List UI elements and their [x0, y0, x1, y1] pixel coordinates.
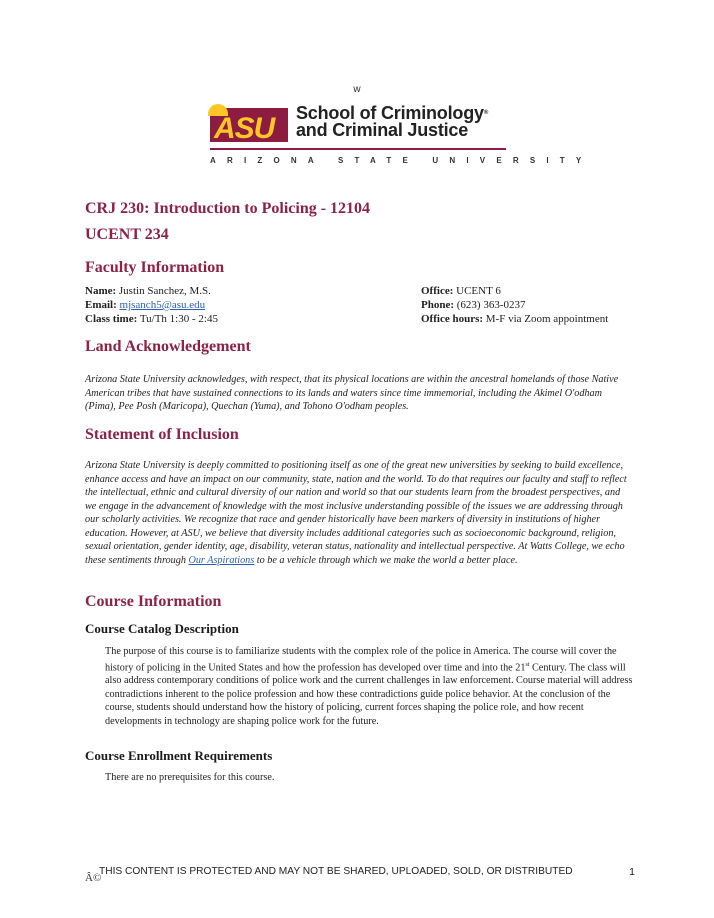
- office-hours-value: M-F via Zoom appointment: [485, 313, 609, 325]
- top-mark: w: [353, 84, 361, 95]
- email-link[interactable]: mjsanch5@asu.edu: [119, 299, 206, 311]
- university-name: ARIZONA STATE UNIVERSITY: [210, 156, 593, 165]
- course-info-heading: Course Information: [85, 593, 222, 610]
- inclusion-heading: Statement of Inclusion: [85, 426, 239, 443]
- school-name: School of Criminology® and Criminal Justice: [296, 103, 489, 140]
- name-label: Name:: [85, 285, 117, 297]
- office-value: UCENT 6: [456, 285, 501, 297]
- enrollment-text: There are no prerequisites for this course.: [105, 772, 275, 783]
- course-title: CRJ 230: Introduction to Policing - 12104: [85, 200, 371, 217]
- class-time-label: Class time:: [85, 313, 138, 325]
- land-heading: Land Acknowledgement: [85, 338, 251, 355]
- inclusion-text: Arizona State University is deeply committed to positioning itself as one of the great new universities by seeking to build excellence, enhance access and have an impact on our community, state, nation and the world. To do that requires our faculty and staff to reflect the intellectual, ethnic and cultural diversity of our nation and world so that our students learn from the broadest perspectives, and we engage in the advancement of knowledge with the most inclusive understanding possible of the issues we are addressing through our scholarly activities. We recognize that race and gender historically have been markers of diversity in institutions of higher education. However, at ASU, we believe that diversity includes additional categories such as socioeconomic background, religion, sexual orientation, gender identity, age, disability, veteran status, nationality and intellectual perspective. At Watts College, we echo these sentiments through Our Aspirations to be a vehicle through which we make the world a better place.: [85, 460, 627, 566]
- course-room: UCENT 234: [85, 226, 169, 243]
- office-label: Office:: [421, 285, 454, 297]
- name-value: Justin Sanchez, M.S.: [118, 285, 211, 297]
- copyright-symbol: Â©: [85, 872, 102, 884]
- page-number: 1: [629, 866, 635, 878]
- faculty-heading: Faculty Information: [85, 259, 225, 276]
- phone-value: (623) 363-0237: [456, 299, 526, 311]
- faculty-info: [85, 284, 645, 326]
- page-footer: [85, 866, 645, 890]
- catalog-heading: Course Catalog Description: [85, 621, 239, 636]
- office-hours-label: Office hours:: [421, 313, 484, 325]
- email-label: Email:: [85, 299, 117, 311]
- school-name-line1: School of Criminology: [296, 103, 484, 123]
- logo-divider: [210, 148, 506, 150]
- school-name-line2: and Criminal Justice: [296, 120, 469, 140]
- school-logo: [210, 103, 593, 170]
- phone-label: Phone:: [421, 299, 454, 311]
- enrollment-heading: Course Enrollment Requirements: [85, 748, 273, 763]
- copyright-notice: THIS CONTENT IS PROTECTED AND MAY NOT BE SHARED, UPLOADED, SOLD, OR DISTRIBUTED: [99, 866, 573, 877]
- asu-logo-block: [210, 108, 288, 145]
- catalog-description: The purpose of this course is to familiarize students with the complex role of the police in America. The course will cover the history of policing in the United States and how the profession has developed over time and into the 21st Century. The class will also address contemporary conditions of police work and the current challenges in law enforcement. Course material will address contradictions inherent to the police profession and how these contradictions guide police behavior. At the conclusion of the course, students should understand how the history of policing, current forces shaping the police role, and how recent developments in technology are shaping police work for the future.: [105, 646, 633, 727]
- asu-wordmark: ASU: [214, 112, 275, 145]
- land-text: Arizona State University acknowledges, with respect, that its physical locations are within the ancestral homelands of those Native American tribes that have sustained connections to its lands and waters since time immemorial, including the Akimel O'odham (Pima), Pee Posh (Maricopa), Quechan (Yuma), and Tohono O'odham peoples.: [85, 374, 619, 412]
- our-aspirations-link[interactable]: Our Aspirations: [188, 554, 255, 566]
- class-time-value: Tu/Th 1:30 - 2:45: [139, 313, 218, 325]
